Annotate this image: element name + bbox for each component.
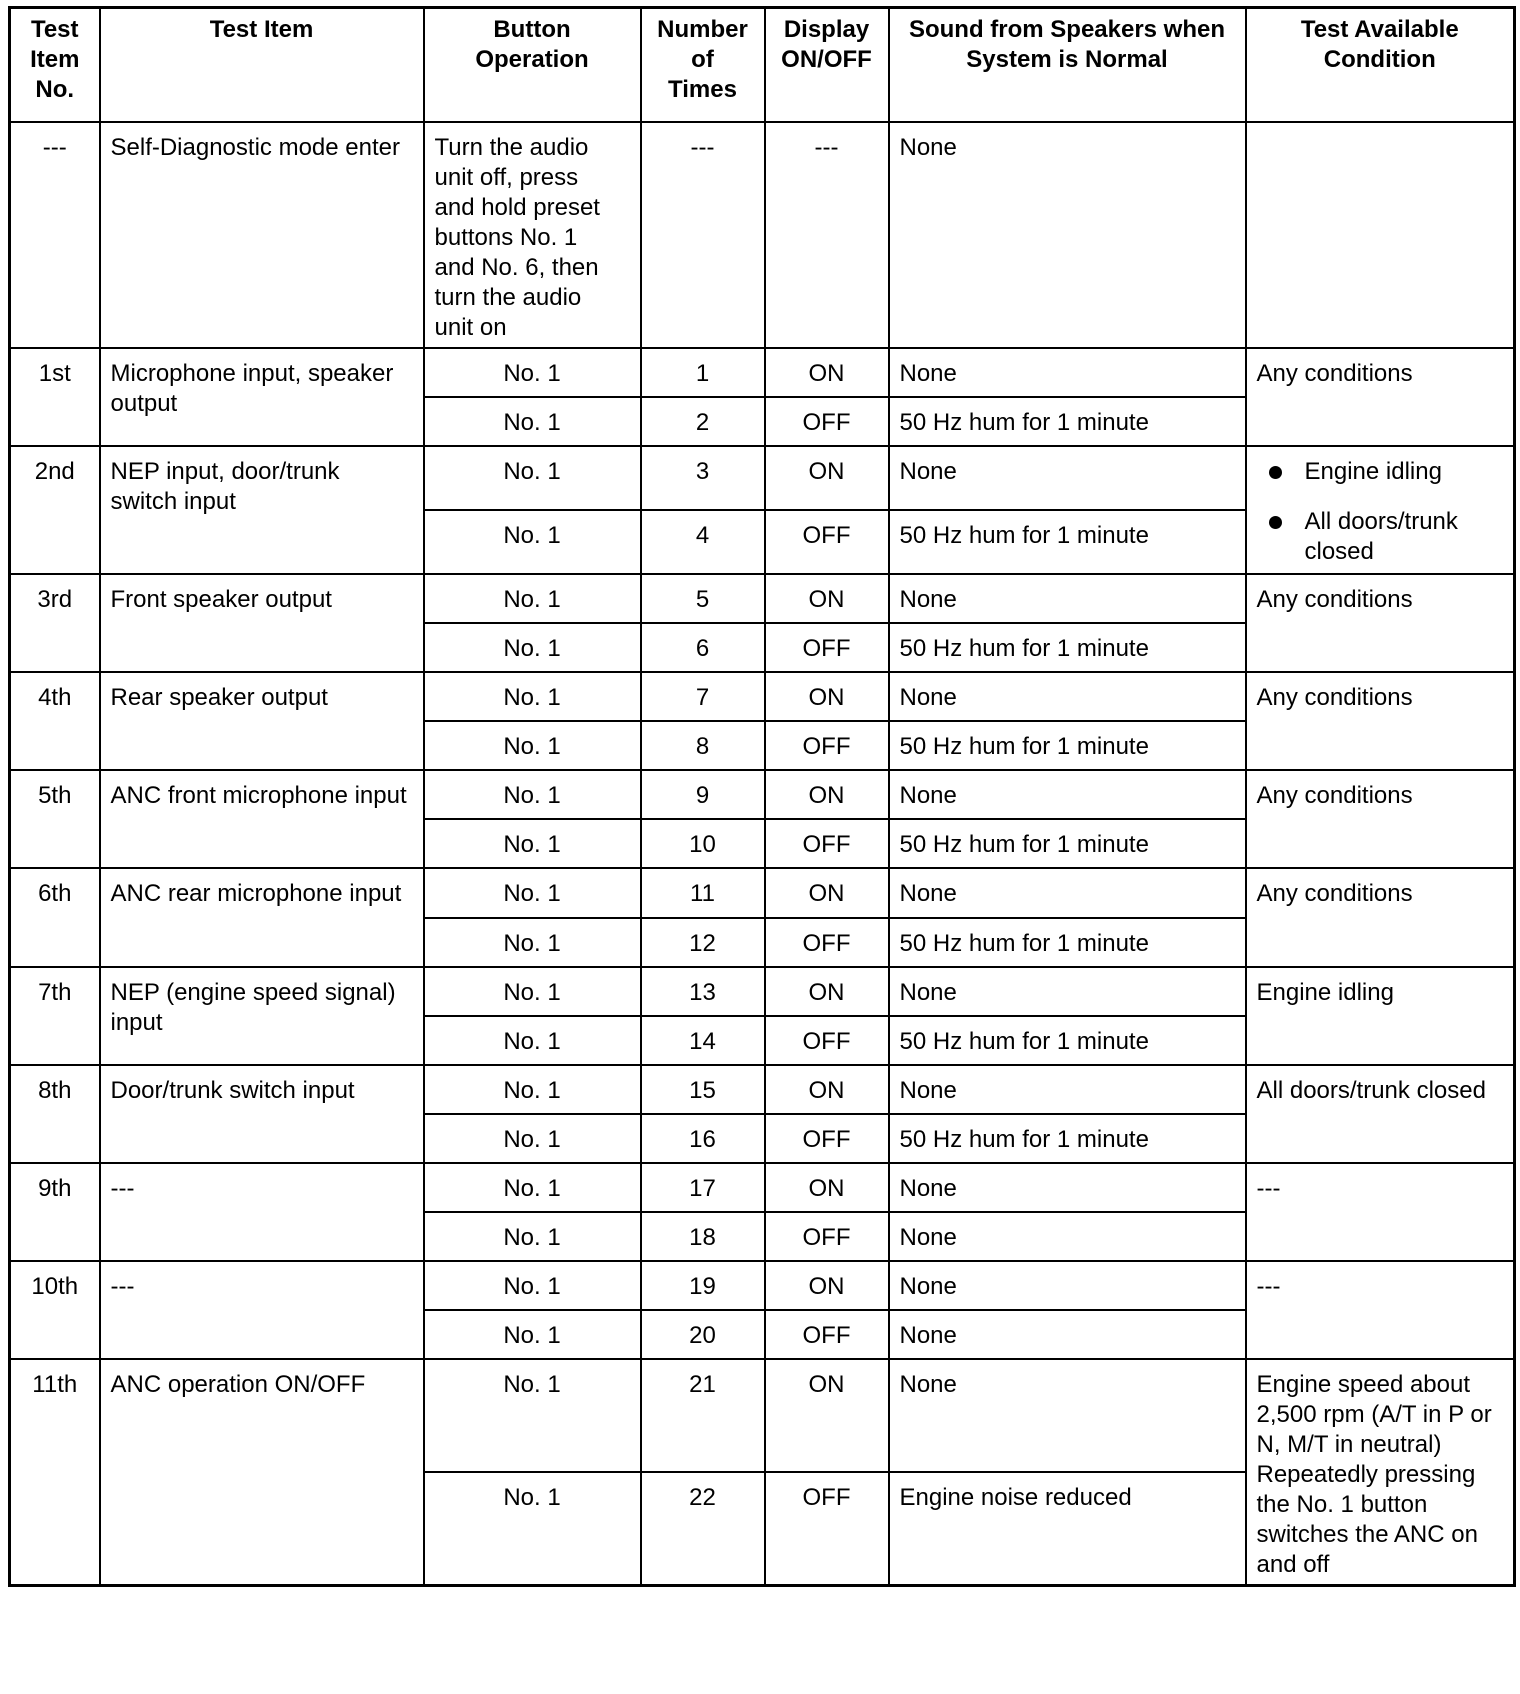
cell-display: ON <box>765 1163 889 1212</box>
cell-condition: All doors/trunk closed <box>1246 1065 1515 1163</box>
cell-test-no: 11th <box>10 1359 100 1586</box>
header-row <box>10 8 1515 123</box>
cell-condition <box>1246 122 1515 348</box>
cell-button-operation: No. 1 <box>424 1261 641 1310</box>
cell-times: 3 <box>641 446 765 510</box>
cell-sound: 50 Hz hum for 1 minute <box>889 721 1246 770</box>
cell-test-item: NEP (engine speed signal) input <box>100 967 424 1065</box>
cell-display: OFF <box>765 1310 889 1359</box>
cell-test-no: 4th <box>10 672 100 770</box>
cell-button-operation: No. 1 <box>424 574 641 623</box>
cell-test-item: ANC operation ON/OFF <box>100 1359 424 1586</box>
cell-display: ON <box>765 770 889 819</box>
cell-display: ON <box>765 967 889 1016</box>
cell-condition: Any conditions <box>1246 770 1515 868</box>
header-test-item: Test Item <box>100 8 424 123</box>
cell-times: 21 <box>641 1359 765 1472</box>
cell-sound: 50 Hz hum for 1 minute <box>889 510 1246 574</box>
header-number-of-times: Number of Times <box>641 8 765 123</box>
cell-sound: None <box>889 1163 1246 1212</box>
header-display: Display ON/OFF <box>765 8 889 123</box>
cell-display: OFF <box>765 1472 889 1586</box>
cell-condition <box>1246 446 1515 574</box>
cell-test-item: --- <box>100 1261 424 1359</box>
cell-display: OFF <box>765 623 889 672</box>
table-row <box>10 1261 1515 1310</box>
cell-sound: None <box>889 1359 1246 1472</box>
cell-sound: None <box>889 1212 1246 1261</box>
cell-times: 7 <box>641 672 765 721</box>
cell-times: 15 <box>641 1065 765 1114</box>
condition-list-item <box>1265 507 1504 567</box>
table-row <box>10 1359 1515 1472</box>
cell-sound: None <box>889 446 1246 510</box>
cell-sound: None <box>889 574 1246 623</box>
cell-test-item: Door/trunk switch input <box>100 1065 424 1163</box>
cell-times: 11 <box>641 868 765 918</box>
cell-sound: None <box>889 122 1246 348</box>
cell-display: ON <box>765 574 889 623</box>
cell-button-operation: Turn the audio unit off, press and hold preset buttons No. 1 and No. 6, then turn the audio unit on <box>424 122 641 348</box>
table-row <box>10 574 1515 623</box>
cell-times: --- <box>641 122 765 348</box>
condition-list <box>1257 457 1504 567</box>
cell-button-operation: No. 1 <box>424 1472 641 1586</box>
cell-sound: 50 Hz hum for 1 minute <box>889 623 1246 672</box>
cell-display: OFF <box>765 397 889 446</box>
cell-display: ON <box>765 868 889 918</box>
cell-condition: Any conditions <box>1246 868 1515 967</box>
cell-times: 4 <box>641 510 765 574</box>
cell-display: OFF <box>765 510 889 574</box>
cell-test-no: 2nd <box>10 446 100 574</box>
cell-button-operation: No. 1 <box>424 721 641 770</box>
cell-times: 16 <box>641 1114 765 1163</box>
condition-text: Engine idling <box>1304 458 1442 485</box>
table-row <box>10 770 1515 819</box>
cell-sound: None <box>889 1065 1246 1114</box>
cell-times: 10 <box>641 819 765 868</box>
cell-times: 13 <box>641 967 765 1016</box>
table-row-entry <box>10 122 1515 348</box>
cell-sound: None <box>889 868 1246 918</box>
cell-times: 2 <box>641 397 765 446</box>
cell-test-item: ANC front microphone input <box>100 770 424 868</box>
cell-condition: Engine idling <box>1246 967 1515 1065</box>
cell-test-item: ANC rear microphone input <box>100 868 424 967</box>
cell-display: OFF <box>765 1212 889 1261</box>
cell-test-item: NEP input, door/trunk switch input <box>100 446 424 574</box>
cell-condition: Any conditions <box>1246 574 1515 672</box>
cell-display: ON <box>765 1359 889 1472</box>
cell-condition: --- <box>1246 1163 1515 1261</box>
cell-test-no: 10th <box>10 1261 100 1359</box>
cell-test-no: 1st <box>10 348 100 446</box>
cell-test-no: 8th <box>10 1065 100 1163</box>
header-button-operation: Button Operation <box>424 8 641 123</box>
cell-button-operation: No. 1 <box>424 967 641 1016</box>
cell-button-operation: No. 1 <box>424 1212 641 1261</box>
cell-test-item: --- <box>100 1163 424 1261</box>
cell-condition: Engine speed about 2,500 rpm (A/T in P or N, M/T in neutral) Repeatedly pressing the No. 1 button switches the ANC on and off <box>1246 1359 1515 1586</box>
cell-times: 18 <box>641 1212 765 1261</box>
table-row <box>10 1065 1515 1114</box>
bullet-icon <box>1269 516 1282 529</box>
cell-button-operation: No. 1 <box>424 1065 641 1114</box>
cell-test-item: Front speaker output <box>100 574 424 672</box>
header-sound: Sound from Speakers when System is Normal <box>889 8 1246 123</box>
cell-test-item: Self-Diagnostic mode enter <box>100 122 424 348</box>
cell-condition: --- <box>1246 1261 1515 1359</box>
cell-button-operation: No. 1 <box>424 1163 641 1212</box>
cell-test-no: --- <box>10 122 100 348</box>
cell-sound: None <box>889 1310 1246 1359</box>
cell-sound: None <box>889 770 1246 819</box>
cell-display: OFF <box>765 918 889 967</box>
cell-test-no: 6th <box>10 868 100 967</box>
cell-display: ON <box>765 672 889 721</box>
cell-button-operation: No. 1 <box>424 510 641 574</box>
cell-times: 5 <box>641 574 765 623</box>
cell-condition: Any conditions <box>1246 672 1515 770</box>
cell-times: 22 <box>641 1472 765 1586</box>
cell-button-operation: No. 1 <box>424 397 641 446</box>
cell-sound: 50 Hz hum for 1 minute <box>889 918 1246 967</box>
cell-test-no: 3rd <box>10 574 100 672</box>
cell-display: OFF <box>765 1016 889 1065</box>
cell-display: ON <box>765 348 889 397</box>
cell-sound: 50 Hz hum for 1 minute <box>889 397 1246 446</box>
table-row <box>10 967 1515 1016</box>
table-row <box>10 672 1515 721</box>
cell-sound: 50 Hz hum for 1 minute <box>889 1016 1246 1065</box>
cell-test-item: Microphone input, speaker output <box>100 348 424 446</box>
cell-button-operation: No. 1 <box>424 348 641 397</box>
cell-times: 9 <box>641 770 765 819</box>
cell-sound: Engine noise reduced <box>889 1472 1246 1586</box>
cell-sound: None <box>889 1261 1246 1310</box>
cell-test-no: 9th <box>10 1163 100 1261</box>
diagnostic-table-container <box>8 6 1516 1587</box>
cell-button-operation: No. 1 <box>424 1310 641 1359</box>
header-condition: Test Available Condition <box>1246 8 1515 123</box>
cell-test-item: Rear speaker output <box>100 672 424 770</box>
cell-display: ON <box>765 446 889 510</box>
cell-times: 6 <box>641 623 765 672</box>
cell-button-operation: No. 1 <box>424 1016 641 1065</box>
cell-button-operation: No. 1 <box>424 1359 641 1472</box>
cell-display: OFF <box>765 819 889 868</box>
header-test-item-no: Test Item No. <box>10 8 100 123</box>
cell-button-operation: No. 1 <box>424 446 641 510</box>
bullet-icon <box>1269 466 1282 479</box>
cell-display: ON <box>765 1065 889 1114</box>
cell-sound: 50 Hz hum for 1 minute <box>889 1114 1246 1163</box>
table-row <box>10 446 1515 510</box>
table-row <box>10 348 1515 397</box>
cell-display: OFF <box>765 721 889 770</box>
cell-times: 8 <box>641 721 765 770</box>
cell-button-operation: No. 1 <box>424 819 641 868</box>
cell-button-operation: No. 1 <box>424 1114 641 1163</box>
cell-display: --- <box>765 122 889 348</box>
cell-button-operation: No. 1 <box>424 672 641 721</box>
cell-test-no: 5th <box>10 770 100 868</box>
cell-times: 20 <box>641 1310 765 1359</box>
cell-button-operation: No. 1 <box>424 623 641 672</box>
cell-test-no: 7th <box>10 967 100 1065</box>
condition-text: All doors/trunk closed <box>1304 508 1458 565</box>
cell-times: 14 <box>641 1016 765 1065</box>
cell-times: 19 <box>641 1261 765 1310</box>
cell-button-operation: No. 1 <box>424 918 641 967</box>
cell-button-operation: No. 1 <box>424 770 641 819</box>
cell-times: 12 <box>641 918 765 967</box>
cell-times: 1 <box>641 348 765 397</box>
condition-list-item <box>1265 457 1504 487</box>
self-diagnostic-table <box>8 6 1516 1587</box>
table-row <box>10 1163 1515 1212</box>
cell-sound: None <box>889 348 1246 397</box>
cell-sound: None <box>889 672 1246 721</box>
table-row <box>10 868 1515 918</box>
cell-times: 17 <box>641 1163 765 1212</box>
cell-display: OFF <box>765 1114 889 1163</box>
cell-button-operation: No. 1 <box>424 868 641 918</box>
cell-condition: Any conditions <box>1246 348 1515 446</box>
cell-sound: None <box>889 967 1246 1016</box>
cell-display: ON <box>765 1261 889 1310</box>
cell-sound: 50 Hz hum for 1 minute <box>889 819 1246 868</box>
